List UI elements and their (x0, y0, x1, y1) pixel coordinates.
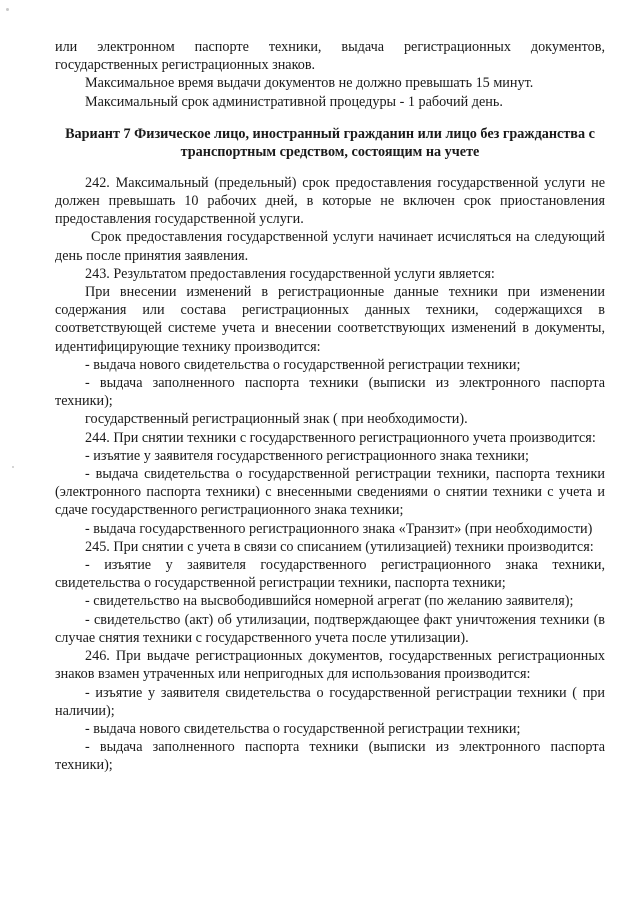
list-item: государственный регистрационный знак ( при необходимости). (85, 411, 468, 428)
list-item: - изъятие у заявителя государственного регистрационного знака техники; (85, 447, 529, 464)
paragraph-changes: При внесении изменений в регистрационные данные техники при изменении содержания или состава регистрационных данных техники, содержащихся в соответствующей системе учета и внесении соответствующих изменений в документы, идентифицирующие технику производится: (55, 284, 605, 355)
section-heading: Вариант 7 Физическое лицо, иностранный гражданин или лицо без гражданства с транспортным средством, состоящим на учете (65, 125, 595, 161)
list-item: - выдача нового свидетельства о государственной регистрации техники; (85, 720, 521, 737)
list-item: - изъятие у заявителя свидетельства о государственной регистрации техники ( при наличии); (55, 684, 605, 719)
list-item: - изъятие у заявителя государственного регистрационного знака техники, свидетельства о государственной регистрации техники, паспорта техники; (55, 557, 605, 592)
paragraph-max-time: Максимальное время выдачи документов не должно превышать 15 минут. (85, 75, 534, 92)
list-item: - свидетельство (акт) об утилизации, подтверждающее факт уничтожения техники (в случае снятия техники с государственного учета после утилизации). (55, 611, 605, 646)
list-item: - выдача заполненного паспорта техники (выписки из электронного паспорта техники); (55, 739, 605, 774)
paragraph-term-start: Срок предоставления государственной услуги начинает исчисляться на следующий день после принятия заявления. (55, 229, 605, 264)
list-item: - выдача государственного регистрационного знака «Транзит» (при необходимости) (85, 520, 593, 537)
paragraph-246: 246. При выдаче регистрационных документов, государственных регистрационных знаков взамен утраченных или непригодных для использования производится: (55, 648, 605, 683)
scan-speck (12, 466, 14, 468)
paragraph-242: 242. Максимальный (предельный) срок предоставления государственной услуги не должен превышать 10 рабочих дней, в которые не включен срок приостановления предоставления государственной услуги. (55, 174, 605, 228)
paragraph-continuation: или электронном паспорте техники, выдача регистрационных документов, государственных регистрационных знаков. (55, 39, 605, 74)
list-item: - выдача заполненного паспорта техники (выписки из электронного паспорта техники); (55, 375, 605, 410)
paragraph-244: 244. При снятии техники с государственного регистрационного учета производится: (85, 429, 596, 446)
paragraph-243: 243. Результатом предоставления государственной услуги является: (85, 265, 495, 282)
paragraph-245: 245. При снятии с учета в связи со списанием (утилизацией) техники производится: (85, 538, 594, 555)
scan-speck (6, 8, 9, 11)
list-item: - выдача нового свидетельства о государственной регистрации техники; (85, 356, 521, 373)
list-item: - выдача свидетельства о государственной регистрации техники, паспорта техники (электронного паспорта техники) с внесенными сведениями о снятии техники с учета и сдаче государственного регистрационного знака техники; (55, 466, 605, 519)
paragraph-max-term: Максимальный срок административной процедуры - 1 рабочий день. (85, 93, 503, 110)
list-item: - свидетельство на высвободившийся номерной агрегат (по желанию заявителя); (85, 593, 574, 610)
